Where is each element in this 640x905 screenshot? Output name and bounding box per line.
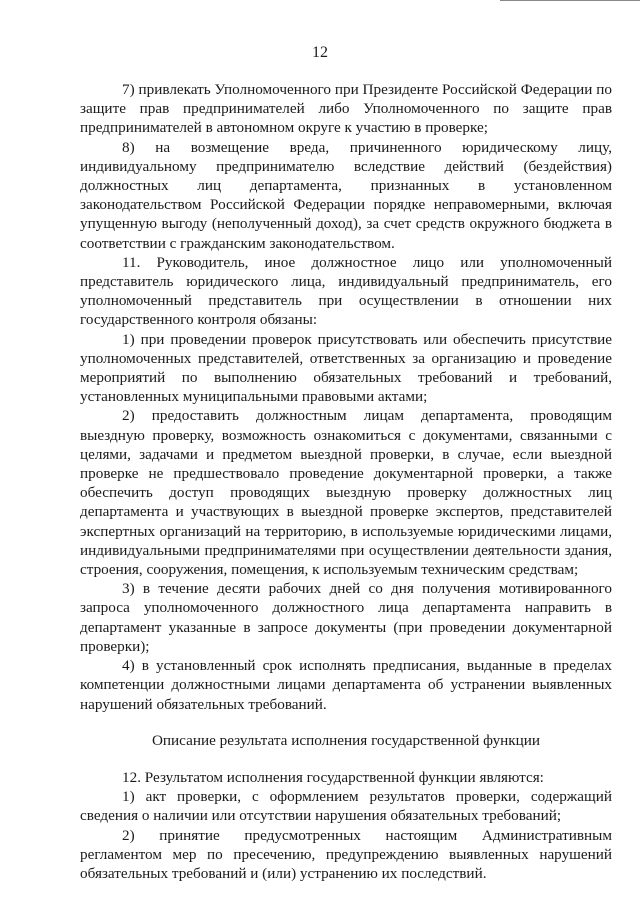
obligation-1-presence: 1) при проведении проверок присутствовать или обеспечить присутствие уполномоченных представителей, ответственных за организацию и проведение мероприятий по выполнению обязательных требований и требований, установленных муниципальными правовыми актами; [80,330,612,406]
result-2-measures: 2) принятие предусмотренных настоящим Административным регламентом мер по пресечению, предупреждению выявленных нарушений обязательных требований и (или) устранению их последствий. [80,826,612,882]
paragraph-8-compensation: 8) на возмещение вреда, причиненного юридическому лицу, индивидуальному предпринимателю вследствие действий (бездействия) должностных лиц департамента, признанных в установленном законодательством Российской Федерации порядке неправомерными, включая упущенную выгоду (неполученный доход), за счет средств окружного бюджета в соответствии с гражданским законодательством. [80,138,612,252]
top-edge-line [500,0,640,1]
paragraph-7-ombudsman: 7) привлекать Уполномоченного при Президенте Российской Федерации по защите прав предпринимателей либо Уполномоченного по защите прав предпринимателей в автономном округе к участию в проверке; [80,81,612,137]
obligation-2-access: 2) предоставить должностным лицам департамента, проводящим выездную проверку, возможность ознакомиться с документами, связанными с целями, задачами и предметом выездной проверки, в случае, если выездной проверке не предшествовало проведение документарной проверки, а также обеспечить доступ проводящих выездную проверку должностных лиц департамента и участвующих в выездной проверке экспертов, представителей экспертных организаций на территорию, в используемые юридическими лицами, индивидуальными предпринимателями при осуществлении деятельности здания, строения, сооружения, помещения, к используемым техническим средствам; [80,407,612,579]
result-1-inspection-act: 1) акт проверки, с оформлением результатов проверки, содержащий сведения о наличии или отсутствии нарушения обязательных требований; [80,788,612,825]
paragraph-11-obligations: 11. Руководитель, иное должностное лицо или уполномоченный представитель юридического лица, индивидуальный предприниматель, его уполномоченный представитель при осуществлении в отношении них государственного контроля обязаны: [80,253,612,329]
page-number: 12 [312,44,328,61]
document-body [80,80,612,883]
obligation-4-orders: 4) в установленный срок исполнять предписания, выданные в пределах компетенции должностными лицами департамента об устранении выявленных нарушений обязательных требований. [80,657,612,713]
section-heading: Описание результата исполнения государственной функции [151,731,541,749]
paragraph-12-results: 12. Результатом исполнения государственной функции являются: [122,768,544,786]
obligation-3-documents: 3) в течение десяти рабочих дней со дня получения мотивированного запроса уполномоченного должностного лица департамента направить в департамент указанные в запросе документы (при проведении документарной проверки); [80,580,612,655]
